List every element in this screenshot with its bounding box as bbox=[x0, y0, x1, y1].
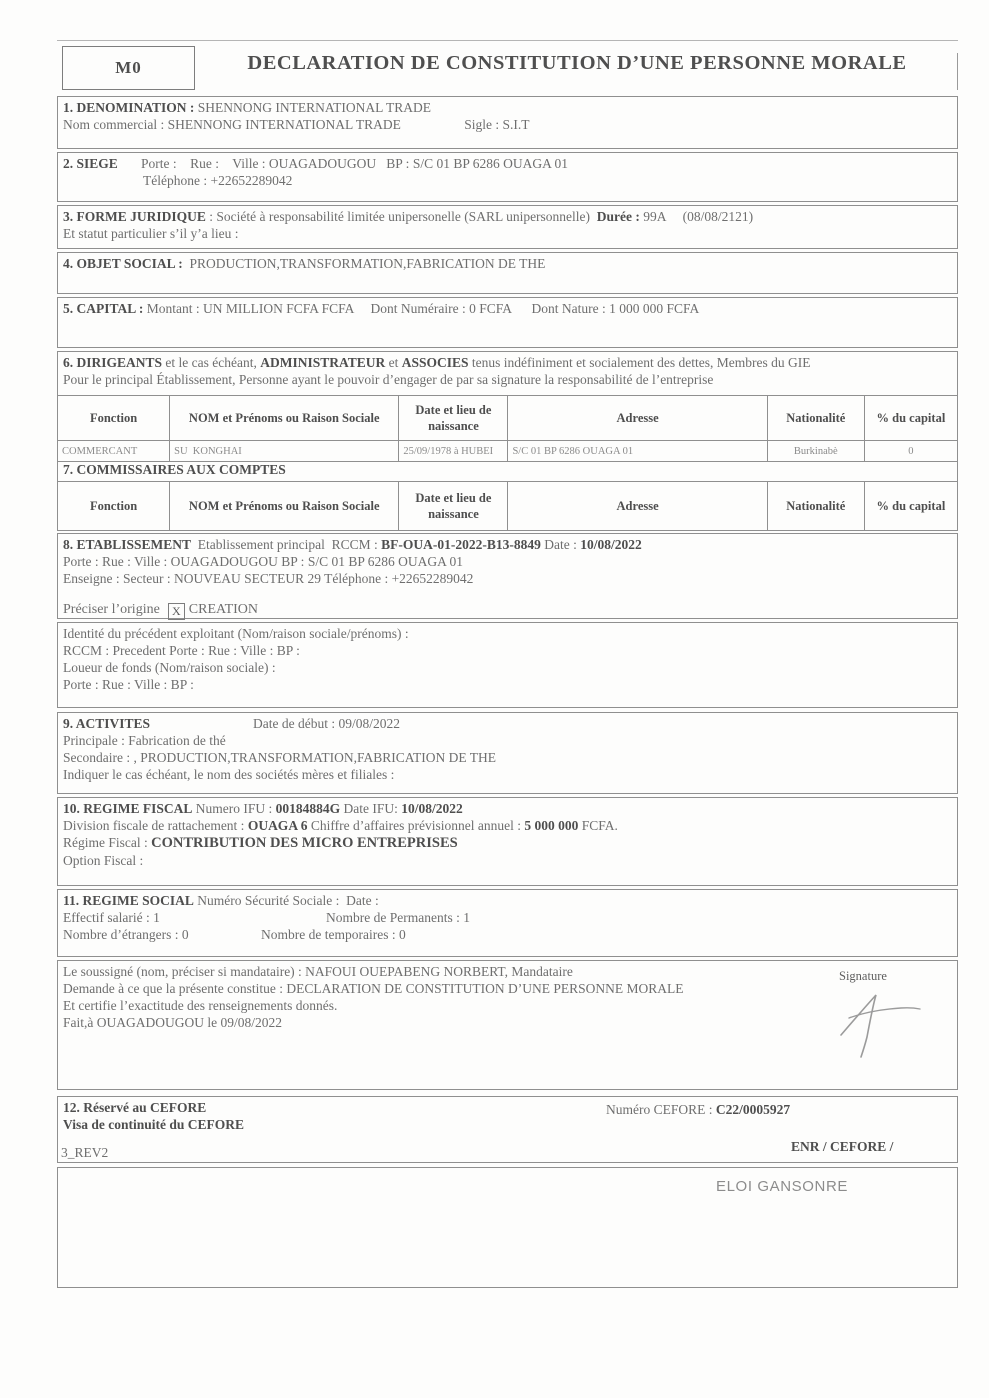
siege-address: Porte : Rue : Ville : OUAGADOUGOU BP : S/C 01 BP 6286 OUAGA 01 bbox=[141, 156, 568, 171]
securite-sociale: Numéro Sécurité Sociale : Date : bbox=[193, 893, 379, 908]
denomination-line bbox=[63, 99, 952, 116]
origine-label: Préciser l’origine bbox=[63, 602, 160, 617]
ca-label: Chiffre d’affaires prévisionnel annuel : bbox=[307, 818, 525, 833]
section-dirigeants bbox=[57, 351, 958, 395]
fiscal-line3 bbox=[63, 834, 952, 852]
exploitant-line3: Loueur de fonds (Nom/raison sociale) : bbox=[63, 660, 276, 675]
cell-naissance: 25/09/1978 à HUBEI bbox=[399, 441, 508, 462]
section-objet-social bbox=[57, 252, 958, 294]
nombre-etrangers: Nombre d’étrangers : 0 bbox=[63, 927, 189, 942]
cell-adresse: S/C 01 BP 6286 OUAGA 01 bbox=[508, 441, 767, 462]
soussigne-line1: Le soussigné (nom, préciser si mandataire) : NAFOUI OUEPABENG NORBERT, Mandataire bbox=[63, 964, 573, 979]
page-title: DECLARATION DE CONSTITUTION D’UNE PERSONNE MORALE bbox=[247, 52, 907, 74]
exploitant-line4: Porte : Rue : Ville : BP : bbox=[63, 677, 194, 692]
denomination-label: 1. DENOMINATION : bbox=[63, 100, 195, 115]
nom-commercial-line bbox=[63, 116, 952, 133]
etablissement-line2: Porte : Rue : Ville : OUAGADOUGOU BP : S/C 01 BP 6286 OUAGA 01 bbox=[63, 554, 463, 569]
col-capital: % du capital bbox=[864, 396, 957, 441]
nombre-temporaires: Nombre de temporaires : 0 bbox=[261, 927, 406, 942]
capital-value: Montant : UN MILLION FCFA FCFA Dont Numéraire : 0 FCFA Dont Nature : 1 000 000 FCFA bbox=[143, 301, 700, 316]
activites-line1 bbox=[63, 715, 952, 732]
cell-nationalite: Burkinabè bbox=[767, 441, 864, 462]
siege-phone: Téléphone : +22652289042 bbox=[143, 173, 293, 188]
soussigne-line2: Demande à ce que la présente constitue : DECLARATION DE CONSTITUTION D’UNE PERSONNE MORALE bbox=[63, 981, 684, 996]
commissaires-table bbox=[57, 481, 958, 531]
ca-value: 5 000 000 bbox=[524, 818, 579, 833]
rccm-value: BF-OUA-01-2022-B13-8849 bbox=[381, 537, 541, 552]
section-precedent-exploitant bbox=[57, 622, 958, 708]
right-edge-tick bbox=[957, 53, 958, 90]
dirigeants-table bbox=[57, 395, 958, 462]
social-line1 bbox=[63, 892, 952, 909]
fiscal-line1 bbox=[63, 800, 952, 817]
numero-cefore-line bbox=[606, 1102, 790, 1118]
cell-fonction: COMMERCANT bbox=[58, 441, 170, 462]
dirigeants-text3: tenus indéfiniment et socialement des dettes, Membres du GIE bbox=[468, 355, 811, 370]
origine-value: CREATION bbox=[188, 602, 259, 617]
col-nationalite: Nationalité bbox=[767, 482, 864, 531]
capital-line bbox=[63, 300, 952, 317]
dirigeants-text2: et bbox=[385, 355, 402, 370]
col-nom: NOM et Prénoms ou Raison Sociale bbox=[170, 396, 399, 441]
nom-commercial-value: SHENNONG INTERNATIONAL TRADE bbox=[164, 117, 401, 132]
dirigeants-text1: et le cas échéant, bbox=[162, 355, 261, 370]
origine-checkbox: X bbox=[168, 603, 185, 620]
forme-line1 bbox=[63, 208, 952, 225]
capital-label: 5. CAPITAL : bbox=[63, 301, 144, 316]
nom-commercial-label: Nom commercial : bbox=[63, 117, 165, 132]
duree-value: 99A (08/08/2121) bbox=[639, 209, 754, 224]
section-regime-fiscal bbox=[57, 797, 958, 886]
visa-label: Visa de continuité du CEFORE bbox=[63, 1117, 245, 1132]
soussigne-line3: Et certifie l’exactitude des renseignements donnés. bbox=[63, 998, 338, 1013]
effectif-salarie: Effectif salarié : 1 bbox=[63, 910, 160, 925]
division-label: Division fiscale de rattachement : bbox=[63, 818, 248, 833]
activites-label: 9. ACTIVITES bbox=[63, 716, 151, 731]
forme-line2 bbox=[63, 225, 952, 242]
col-naissance: Date et lieu de naissance bbox=[399, 482, 508, 531]
form-code-box bbox=[62, 46, 195, 90]
col-adresse: Adresse bbox=[508, 396, 767, 441]
cefore-line1 bbox=[63, 1099, 952, 1116]
forme-value: : Société à responsabilité limitée unipersonelle (SARL unipersonnelle) bbox=[205, 209, 597, 224]
ifu-value: 00184884G bbox=[275, 801, 341, 816]
exploitant-line1: Identité du précédent exploitant (Nom/raison sociale/prénoms) : bbox=[63, 626, 409, 641]
option-fiscal: Option Fiscal : bbox=[63, 853, 144, 868]
date-debut: Date de début : 09/08/2022 bbox=[253, 716, 400, 731]
societes-meres: Indiquer le cas échéant, le nom des sociétés mères et filiales : bbox=[63, 767, 395, 782]
dirigeants-line2: Pour le principal Établissement, Personne ayant le pouvoir d’engager de par sa signature la responsabilité de l’entreprise bbox=[63, 372, 714, 387]
etablissement-line3: Enseigne : Secteur : NOUVEAU SECTEUR 29 Téléphone : +22652289042 bbox=[63, 571, 474, 586]
numero-cefore-value: C22/0005927 bbox=[715, 1102, 791, 1117]
siege-label: 2. SIEGE bbox=[63, 156, 118, 171]
objet-label: 4. OBJET SOCIAL : bbox=[63, 256, 183, 271]
activite-secondaire: Secondaire : , PRODUCTION,TRANSFORMATION,FABRICATION DE THE bbox=[63, 750, 496, 765]
section-validation bbox=[57, 1167, 958, 1288]
cefore-line2 bbox=[63, 1116, 952, 1133]
cell-nom: SU KONGHAI bbox=[170, 441, 399, 462]
col-capital: % du capital bbox=[864, 482, 957, 531]
ca-unit: FCFA. bbox=[578, 818, 618, 833]
ifu-date-label: Date IFU: bbox=[340, 801, 402, 816]
cell-capital: 0 bbox=[864, 441, 957, 462]
rccm-date: 10/08/2022 bbox=[580, 537, 642, 552]
section-activites bbox=[57, 712, 958, 794]
etablissement-text2: Date : bbox=[540, 537, 581, 552]
statut-particulier: Et statut particulier s’il y’a lieu : bbox=[63, 226, 239, 241]
etablissement-line1 bbox=[63, 536, 952, 553]
objet-line bbox=[63, 255, 952, 272]
siege-line2 bbox=[143, 172, 952, 189]
enr-cefore bbox=[791, 1139, 893, 1155]
division-value: OUAGA 6 bbox=[247, 818, 308, 833]
dirigeants-label: 6. DIRIGEANTS bbox=[63, 355, 163, 370]
activite-principale: Principale : Fabrication de thé bbox=[63, 733, 226, 748]
form-code: M0 bbox=[115, 58, 142, 77]
associes-label: ASSOCIES bbox=[401, 355, 469, 370]
etablissement-text1: Etablissement principal RCCM : bbox=[191, 537, 382, 552]
dirigeants-table-header-row bbox=[58, 396, 958, 441]
agent-name: ELOI GANSONRE bbox=[716, 1178, 848, 1195]
cefore-label: 12. Réservé au CEFORE bbox=[63, 1100, 207, 1115]
section-capital bbox=[57, 297, 958, 348]
fiscal-line2 bbox=[63, 817, 952, 834]
col-naissance: Date et lieu de naissance bbox=[399, 396, 508, 441]
col-adresse: Adresse bbox=[508, 482, 767, 531]
top-rule bbox=[57, 40, 958, 41]
section-forme-juridique bbox=[57, 205, 958, 249]
denomination-value: SHENNONG INTERNATIONAL TRADE bbox=[194, 100, 431, 115]
section-soussigne bbox=[57, 960, 958, 1090]
commissaires-label: 7. COMMISSAIRES AUX COMPTES bbox=[63, 462, 286, 477]
section-regime-social bbox=[57, 889, 958, 957]
enr-cefore-text: ENR / CEFORE / bbox=[791, 1139, 894, 1154]
social-line2 bbox=[63, 909, 952, 926]
section-denomination bbox=[57, 96, 958, 149]
col-fonction: Fonction bbox=[58, 396, 170, 441]
rev-code-text: 3_REV2 bbox=[61, 1145, 109, 1160]
section-siege bbox=[57, 152, 958, 202]
regime-value: CONTRIBUTION DES MICRO ENTREPRISES bbox=[151, 835, 458, 851]
col-fonction: Fonction bbox=[58, 482, 170, 531]
col-nationalite: Nationalité bbox=[767, 396, 864, 441]
section-etablissement bbox=[57, 533, 958, 619]
signature-mark bbox=[823, 987, 943, 1062]
sigle-value: Sigle : S.I.T bbox=[464, 117, 530, 132]
etablissement-label: 8. ETABLISSEMENT bbox=[63, 537, 192, 552]
regime-label: Régime Fiscal : bbox=[63, 835, 152, 850]
social-line3 bbox=[63, 926, 952, 943]
objet-value: PRODUCTION,TRANSFORMATION,FABRICATION DE THE bbox=[182, 256, 546, 271]
signature-label: Signature bbox=[839, 969, 887, 983]
social-label: 11. REGIME SOCIAL bbox=[63, 893, 194, 908]
soussigne-line4: Fait,à OUAGADOUGOU le 09/08/2022 bbox=[63, 1015, 282, 1030]
fiscal-label: 10. REGIME FISCAL bbox=[63, 801, 193, 816]
duree-label: Durée : bbox=[596, 209, 640, 224]
section-commissaires-title bbox=[57, 461, 958, 481]
ifu-label: Numero IFU : bbox=[192, 801, 276, 816]
origine-line bbox=[63, 601, 952, 620]
dirigeants-line1 bbox=[63, 354, 952, 371]
forme-label: 3. FORME JURIDIQUE bbox=[63, 209, 206, 224]
administrateur-label: ADMINISTRATEUR bbox=[260, 355, 386, 370]
rev-code bbox=[61, 1145, 108, 1161]
exploitant-line2: RCCM : Precedent Porte : Rue : Ville : BP : bbox=[63, 643, 300, 658]
section-cefore bbox=[57, 1096, 958, 1163]
col-nom: NOM et Prénoms ou Raison Sociale bbox=[170, 482, 399, 531]
commissaires-table-header-row bbox=[58, 482, 958, 531]
nombre-permanents: Nombre de Permanents : 1 bbox=[326, 910, 470, 925]
dirigeant-row bbox=[58, 441, 958, 462]
numero-cefore-label: Numéro CEFORE : bbox=[606, 1102, 716, 1117]
ifu-date-value: 10/08/2022 bbox=[401, 801, 463, 816]
siege-line1 bbox=[63, 155, 952, 172]
